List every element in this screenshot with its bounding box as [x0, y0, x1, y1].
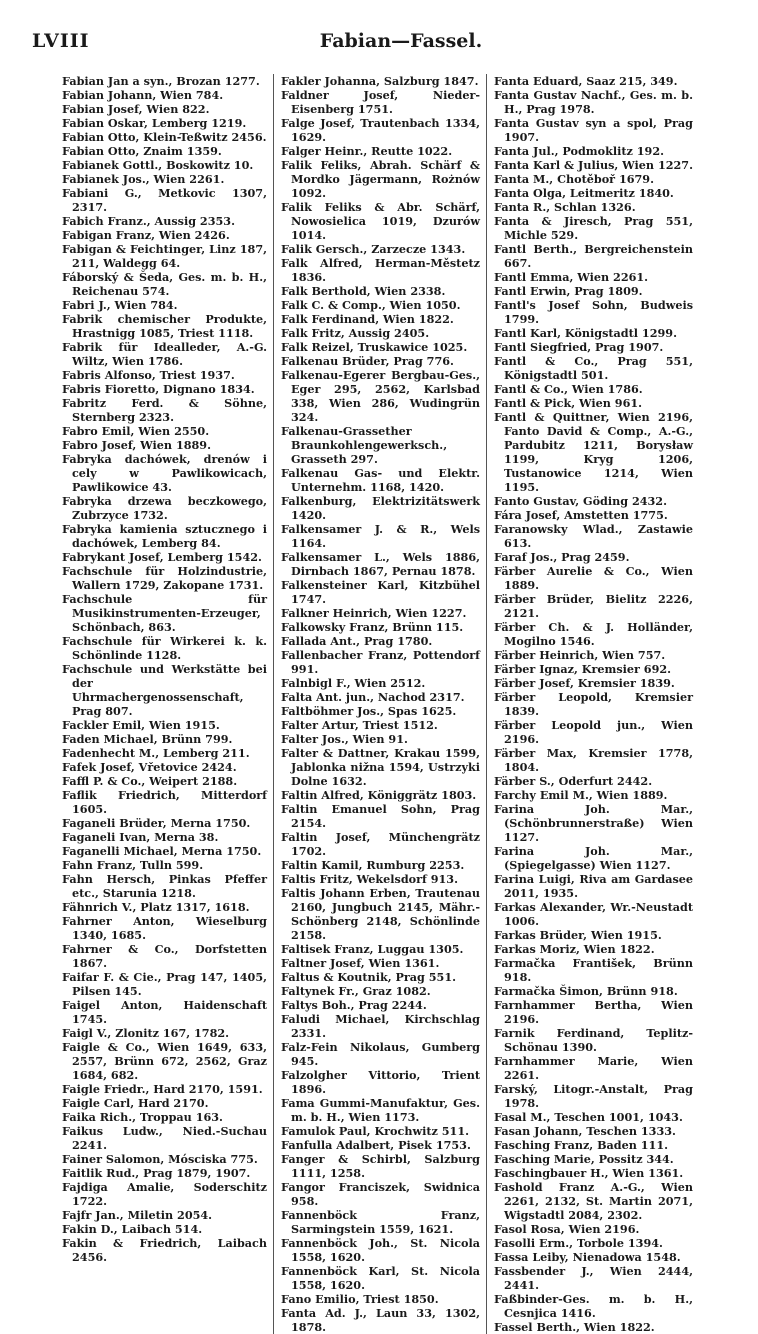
directory-entry: Falta Ant. jun., Nachod 2317. — [281, 690, 465, 704]
directory-entry: Falz-Fein Nikolaus, Gumberg 945. — [281, 1040, 480, 1068]
directory-entry: Falkner Heinrich, Wien 1227. — [281, 606, 467, 620]
directory-entry: Falkensamer L., Wels 1886, Dirnbach 1867, Pernau 1878. — [281, 550, 480, 578]
directory-entry: Farina Luigi, Riva am Gardasee 2011, 1935. — [494, 872, 693, 900]
directory-entry: Fáborský & Šeda, Ges. m. b. H., Reichenau 574. — [62, 270, 267, 298]
directory-entry: Faifar F. & Cie., Prag 147, 1405, Pilsen 145. — [62, 970, 267, 998]
directory-entry: Faßbinder-Ges. m. b. H., Cesnjica 1416. — [494, 1292, 693, 1320]
directory-entry: Färber Ch. & J. Holländer, Mogilno 1546. — [494, 620, 693, 648]
directory-entry: Fassel Berth., Wien 1822. — [494, 1320, 655, 1334]
directory-entry: Faika Rich., Troppau 163. — [62, 1110, 223, 1124]
directory-entry: Falik Feliks, Abrah. Schärf & Mordko Jägermann, Rożnów 1092. — [281, 158, 480, 200]
directory-entry: Farchy Emil M., Wien 1889. — [494, 788, 668, 802]
directory-entry: Fanta & Jiresch, Prag 551, Michle 529. — [494, 214, 693, 242]
directory-entry: Fanto Gustav, Göding 2432. — [494, 494, 667, 508]
directory-entry: Faltböhmer Jos., Spas 1625. — [281, 704, 457, 718]
directory-entry: Faden Michael, Brünn 799. — [62, 732, 233, 746]
directory-entry: Faschingbauer H., Wien 1361. — [494, 1166, 684, 1180]
directory-entry: Faigle & Co., Wien 1649, 633, 2557, Brünn 672, 2562, Graz 1684, 682. — [62, 1040, 267, 1082]
directory-entry: Fassa Leiby, Nienadowa 1548. — [494, 1250, 681, 1264]
directory-entry: Färber S., Oderfurt 2442. — [494, 774, 653, 788]
directory-entry: Falnbigl F., Wien 2512. — [281, 676, 426, 690]
directory-entry: Farnik Ferdinand, Teplitz-Schönau 1390. — [494, 1026, 693, 1054]
entry-columns — [60, 74, 742, 1334]
directory-entry: Falik Gersch., Zarzecze 1343. — [281, 242, 466, 256]
directory-entry: Fasan Johann, Teschen 1333. — [494, 1124, 676, 1138]
directory-entry: Fabian Johann, Wien 784. — [62, 88, 224, 102]
directory-entry: Fabian Jan a syn., Brozan 1277. — [62, 74, 260, 88]
directory-entry: Fashold Franz A.-G., Wien 2261, 2132, St. Martin 2071, Wigstadtl 2084, 2302. — [494, 1180, 693, 1222]
directory-entry: Färber Aurelie & Co., Wien 1889. — [494, 564, 693, 592]
directory-entry: Faigle Friedr., Hard 2170, 1591. — [62, 1082, 263, 1096]
directory-entry: Fasching Marie, Possitz 344. — [494, 1152, 674, 1166]
directory-entry: Fachschule für Musikinstrumenten-Erzeuger, Schönbach, 863. — [62, 592, 267, 634]
directory-entry: Fabigan & Feichtinger, Linz 187, 211, Waldegg 64. — [62, 242, 267, 270]
directory-entry: Fanta R., Schlan 1326. — [494, 200, 636, 214]
directory-entry: Falk Reizel, Truskawice 1025. — [281, 340, 468, 354]
directory-entry: Faganelli Michael, Merna 1750. — [62, 844, 262, 858]
directory-entry: Fabris Fioretto, Dignano 1834. — [62, 382, 255, 396]
directory-entry: Fajfr Jan., Miletin 2054. — [62, 1208, 213, 1222]
directory-entry: Fahn Franz, Tulln 599. — [62, 858, 204, 872]
directory-entry: Fahrner & Co., Dorfstetten 1867. — [62, 942, 267, 970]
directory-entry: Fajdiga Amalie, Soderschitz 1722. — [62, 1180, 267, 1208]
directory-entry: Farmačka Šimon, Brünn 918. — [494, 984, 678, 998]
directory-entry: Faflik Friedrich, Mitterdorf 1605. — [62, 788, 267, 816]
directory-entry: Fanta Gustav Nachf., Ges. m. b. H., Prag 1978. — [494, 88, 693, 116]
directory-entry: Fassbender J., Wien 2444, 2441. — [494, 1264, 693, 1292]
directory-entry: Fantl Siegfried, Prag 1907. — [494, 340, 664, 354]
directory-entry: Fabian Josef, Wien 822. — [62, 102, 210, 116]
directory-entry: Fantl & Quittner, Wien 2196, Fanto David & Comp., A.-G., Pardubitz 1211, Borysław 1199, Kryg 1206, Tustanowice 1214, Wien 1195. — [494, 410, 693, 494]
directory-entry: Fabryka drzewa beczkowego, Zubrzyce 1732. — [62, 494, 267, 522]
directory-entry: Fabryka kamienia sztucznego i dachówek, Lemberg 84. — [62, 522, 267, 550]
directory-entry: Fabian Oskar, Lemberg 1219. — [62, 116, 247, 130]
directory-entry: Farkas Alexander, Wr.-Neustadt 1006. — [494, 900, 693, 928]
directory-entry: Faltin Kamil, Rumburg 2253. — [281, 858, 465, 872]
directory-entry: Falter & Dattner, Krakau 1599, Jablonka nižna 1594, Ustrzyki Dolne 1632. — [281, 746, 480, 788]
directory-entry: Fantl Berth., Bergreichenstein 667. — [494, 242, 693, 270]
column-3 — [486, 74, 699, 1334]
directory-entry: Fafek Josef, Vřetovice 2424. — [62, 760, 237, 774]
directory-entry: Fakin D., Laibach 514. — [62, 1222, 203, 1236]
directory-entry: Färber Josef, Kremsier 1839. — [494, 676, 675, 690]
directory-entry: Färber Ignaz, Kremsier 692. — [494, 662, 672, 676]
directory-entry: Fabri J., Wien 784. — [62, 298, 178, 312]
directory-entry: Falk Ferdinand, Wien 1822. — [281, 312, 454, 326]
directory-entry: Fantl Emma, Wien 2261. — [494, 270, 649, 284]
directory-entry: Farnhammer Marie, Wien 2261. — [494, 1054, 693, 1082]
directory-entry: Faltis Fritz, Wekelsdorf 913. — [281, 872, 458, 886]
directory-entry: Fachschule für Wirkerei k. k. Schönlinde 1128. — [62, 634, 267, 662]
directory-entry: Fackler Emil, Wien 1915. — [62, 718, 220, 732]
directory-entry: Fangor Franciszek, Swidnica 958. — [281, 1180, 480, 1208]
directory-entry: Falk Alfred, Herman-Městetz 1836. — [281, 256, 480, 284]
directory-entry: Fabryka dachówek, drenów i cely w Pawlikowicach, Pawlikowice 43. — [62, 452, 267, 494]
directory-entry: Fanta Eduard, Saaz 215, 349. — [494, 74, 678, 88]
directory-entry: Faganeli Brüder, Merna 1750. — [62, 816, 251, 830]
directory-entry: Fachschule und Werkstätte bei der Uhrmachergenossenschaft, Prag 807. — [62, 662, 267, 718]
directory-entry: Fantl's Josef Sohn, Budweis 1799. — [494, 298, 693, 326]
directory-entry: Fantl Erwin, Prag 1809. — [494, 284, 643, 298]
directory-entry: Falkenau-Egerer Bergbau-Ges., Eger 295, 2562, Karlsbad 338, Wien 286, Wudingrün 324. — [281, 368, 480, 424]
directory-entry: Fannenböck Karl, St. Nicola 1558, 1620. — [281, 1264, 480, 1292]
directory-entry: Fanta Karl & Julius, Wien 1227. — [494, 158, 693, 172]
directory-entry: Fahrner Anton, Wieselburg 1340, 1685. — [62, 914, 267, 942]
directory-entry: Falk Berthold, Wien 2338. — [281, 284, 446, 298]
directory-entry: Falk C. & Comp., Wien 1050. — [281, 298, 461, 312]
directory-entry: Falter Artur, Triest 1512. — [281, 718, 438, 732]
directory-entry: Farkas Moriz, Wien 1822. — [494, 942, 655, 956]
directory-entry: Falge Josef, Trautenbach 1334, 1629. — [281, 116, 480, 144]
directory-entry: Falkensamer J. & R., Wels 1164. — [281, 522, 480, 550]
directory-entry: Fabiani G., Metkovic 1307, 2317. — [62, 186, 267, 214]
directory-entry: Faltys Boh., Prag 2244. — [281, 998, 427, 1012]
directory-entry: Faldner Josef, Nieder-Eisenberg 1751. — [281, 88, 480, 116]
directory-entry: Fadenhecht M., Lemberg 211. — [62, 746, 250, 760]
page-title: Fabian—Fassel. — [319, 30, 483, 52]
directory-entry: Falter Jos., Wien 91. — [281, 732, 408, 746]
directory-entry: Fabrik für Idealleder, A.-G. Wiltz, Wien 1786. — [62, 340, 267, 368]
directory-entry: Fantl & Pick, Wien 961. — [494, 396, 643, 410]
directory-entry: Fahn Hersch, Pinkas Pfeffer etc., Starunia 1218. — [62, 872, 267, 900]
directory-entry: Faraf Jos., Prag 2459. — [494, 550, 630, 564]
directory-entry: Faltis Johann Erben, Trautenau 2160, Jungbuch 2145, Mähr.-Schönberg 2148, Schönlinde 2158. — [281, 886, 480, 942]
directory-entry: Fannenböck Franz, Sarmingstein 1559, 1621. — [281, 1208, 480, 1236]
directory-entry: Fabigan Franz, Wien 2426. — [62, 228, 230, 242]
directory-entry: Fabro Josef, Wien 1889. — [62, 438, 211, 452]
directory-entry: Fallenbacher Franz, Pottendorf 991. — [281, 648, 480, 676]
directory-entry: Fabianek Jos., Wien 2261. — [62, 172, 225, 186]
directory-entry: Falkenau Gas- und Elektr. Unternehm. 1168, 1420. — [281, 466, 480, 494]
directory-entry: Falk Fritz, Aussig 2405. — [281, 326, 430, 340]
directory-entry: Farmačka František, Brünn 918. — [494, 956, 693, 984]
directory-entry: Faffl P. & Co., Weipert 2188. — [62, 774, 238, 788]
directory-entry: Falkenau-Grassether Braunkohlengewerksch., Grasseth 297. — [281, 424, 448, 466]
directory-entry: Fasol Rosa, Wien 2196. — [494, 1222, 640, 1236]
directory-entry: Fasal M., Teschen 1001, 1043. — [494, 1110, 683, 1124]
directory-entry: Farský, Litogr.-Anstalt, Prag 1978. — [494, 1082, 693, 1110]
directory-entry: Fachschule für Holzindustrie, Wallern 1729, Zakopane 1731. — [62, 564, 267, 592]
column-1 — [60, 74, 273, 1334]
directory-entry: Fabrik chemischer Produkte, Hrastnigg 1085, Triest 1118. — [62, 312, 267, 340]
directory-entry: Faludi Michael, Kirchschlag 2331. — [281, 1012, 480, 1040]
directory-entry: Fano Emilio, Triest 1850. — [281, 1292, 439, 1306]
directory-entry: Fabich Franz., Aussig 2353. — [62, 214, 235, 228]
directory-entry: Falzolgher Vittorio, Trient 1896. — [281, 1068, 480, 1096]
directory-entry: Fabrykant Josef, Lemberg 1542. — [62, 550, 262, 564]
directory-entry: Faltner Josef, Wien 1361. — [281, 956, 440, 970]
directory-entry: Falik Feliks & Abr. Schärf, Nowosielica 1019, Dzurów 1014. — [281, 200, 480, 242]
column-2 — [273, 74, 486, 1334]
directory-entry: Fabris Alfonso, Triest 1937. — [62, 368, 235, 382]
directory-entry: Faranowsky Wlad., Zastawie 613. — [494, 522, 693, 550]
directory-entry: Falkensteiner Karl, Kitzbühel 1747. — [281, 578, 480, 606]
page-number: LVIII — [32, 30, 90, 52]
directory-entry: Farkas Brüder, Wien 1915. — [494, 928, 662, 942]
directory-entry: Faigle Carl, Hard 2170. — [62, 1096, 209, 1110]
directory-entry: Faigel Anton, Haidenschaft 1745. — [62, 998, 267, 1026]
directory-entry: Fannenböck Joh., St. Nicola 1558, 1620. — [281, 1236, 480, 1264]
directory-entry: Fallada Ant., Prag 1780. — [281, 634, 433, 648]
directory-entry: Falkowsky Franz, Brünn 115. — [281, 620, 464, 634]
directory-entry: Fabianek Gottl., Boskowitz 10. — [62, 158, 254, 172]
directory-entry: Fára Josef, Amstetten 1775. — [494, 508, 668, 522]
directory-entry: Färber Heinrich, Wien 757. — [494, 648, 666, 662]
directory-entry: Faltin Josef, Münchengrätz 1702. — [281, 830, 480, 858]
directory-entry: Fanfulla Adalbert, Pisek 1753. — [281, 1138, 471, 1152]
directory-entry: Farnhammer Bertha, Wien 2196. — [494, 998, 693, 1026]
directory-entry: Fabro Emil, Wien 2550. — [62, 424, 210, 438]
directory-entry: Fainer Salomon, Mósciska 775. — [62, 1152, 258, 1166]
directory-entry: Fasolli Erm., Torbole 1394. — [494, 1236, 663, 1250]
directory-entry: Falger Heinr., Reutte 1022. — [281, 144, 453, 158]
directory-entry: Fähnrich V., Platz 1317, 1618. — [62, 900, 250, 914]
directory-entry: Fanta Jul., Podmoklitz 192. — [494, 144, 664, 158]
directory-entry: Fanta Gustav syn a spol, Prag 1907. — [494, 116, 693, 144]
directory-entry: Fama Gummi-Manufaktur, Ges. m. b. H., Wien 1173. — [281, 1096, 480, 1124]
directory-entry: Färber Brüder, Bielitz 2226, 2121. — [494, 592, 693, 620]
directory-entry: Faganeli Ivan, Merna 38. — [62, 830, 219, 844]
directory-entry: Fantl & Co., Prag 551, Königstadtl 501. — [494, 354, 693, 382]
directory-entry: Faigl V., Zlonitz 167, 1782. — [62, 1026, 230, 1040]
directory-entry: Falkenau Brüder, Prag 776. — [281, 354, 454, 368]
directory-entry: Faikus Ludw., Nied.-Suchau 2241. — [62, 1124, 267, 1152]
directory-entry: Fanta Olga, Leitmeritz 1840. — [494, 186, 674, 200]
directory-entry: Farina Joh. Mar., (Schönbrunnerstraße) Wien 1127. — [494, 802, 693, 844]
directory-entry: Fasching Franz, Baden 111. — [494, 1138, 669, 1152]
directory-entry: Fakin & Friedrich, Laibach 2456. — [62, 1236, 267, 1264]
directory-entry: Famulok Paul, Krochwitz 511. — [281, 1124, 470, 1138]
directory-entry: Fanta M., Chotěboř 1679. — [494, 172, 654, 186]
directory-entry: Faltin Emanuel Sohn, Prag 2154. — [281, 802, 480, 830]
page-header — [32, 30, 742, 60]
directory-entry: Färber Leopold jun., Wien 2196. — [494, 718, 693, 746]
directory-entry: Färber Max, Kremsier 1778, 1804. — [494, 746, 693, 774]
directory-entry: Fabian Otto, Znaim 1359. — [62, 144, 222, 158]
directory-entry: Fantl Karl, Königstadtl 1299. — [494, 326, 677, 340]
directory-entry: Falkenburg, Elektrizitätswerk 1420. — [281, 494, 480, 522]
directory-entry: Fakler Johanna, Salzburg 1847. — [281, 74, 479, 88]
directory-entry: Fanta Ad. J., Laun 33, 1302, 1878. — [281, 1306, 480, 1334]
directory-entry: Faltus & Koutnik, Prag 551. — [281, 970, 457, 984]
directory-entry: Fabian Otto, Klein-Teßwitz 2456. — [62, 130, 267, 144]
directory-entry: Faltisek Franz, Luggau 1305. — [281, 942, 464, 956]
directory-entry: Färber Leopold, Kremsier 1839. — [494, 690, 693, 718]
directory-entry: Farina Joh. Mar., (Spiegelgasse) Wien 1127. — [494, 844, 693, 872]
directory-entry: Fabritz Ferd. & Söhne, Sternberg 2323. — [62, 396, 267, 424]
directory-entry: Fantl & Co., Wien 1786. — [494, 382, 643, 396]
directory-entry: Faitlik Rud., Prag 1879, 1907. — [62, 1166, 251, 1180]
directory-entry: Faltynek Fr., Graz 1082. — [281, 984, 431, 998]
directory-entry: Faltin Alfred, Königgrätz 1803. — [281, 788, 477, 802]
directory-entry: Fanger & Schirbl, Salzburg 1111, 1258. — [281, 1152, 480, 1180]
